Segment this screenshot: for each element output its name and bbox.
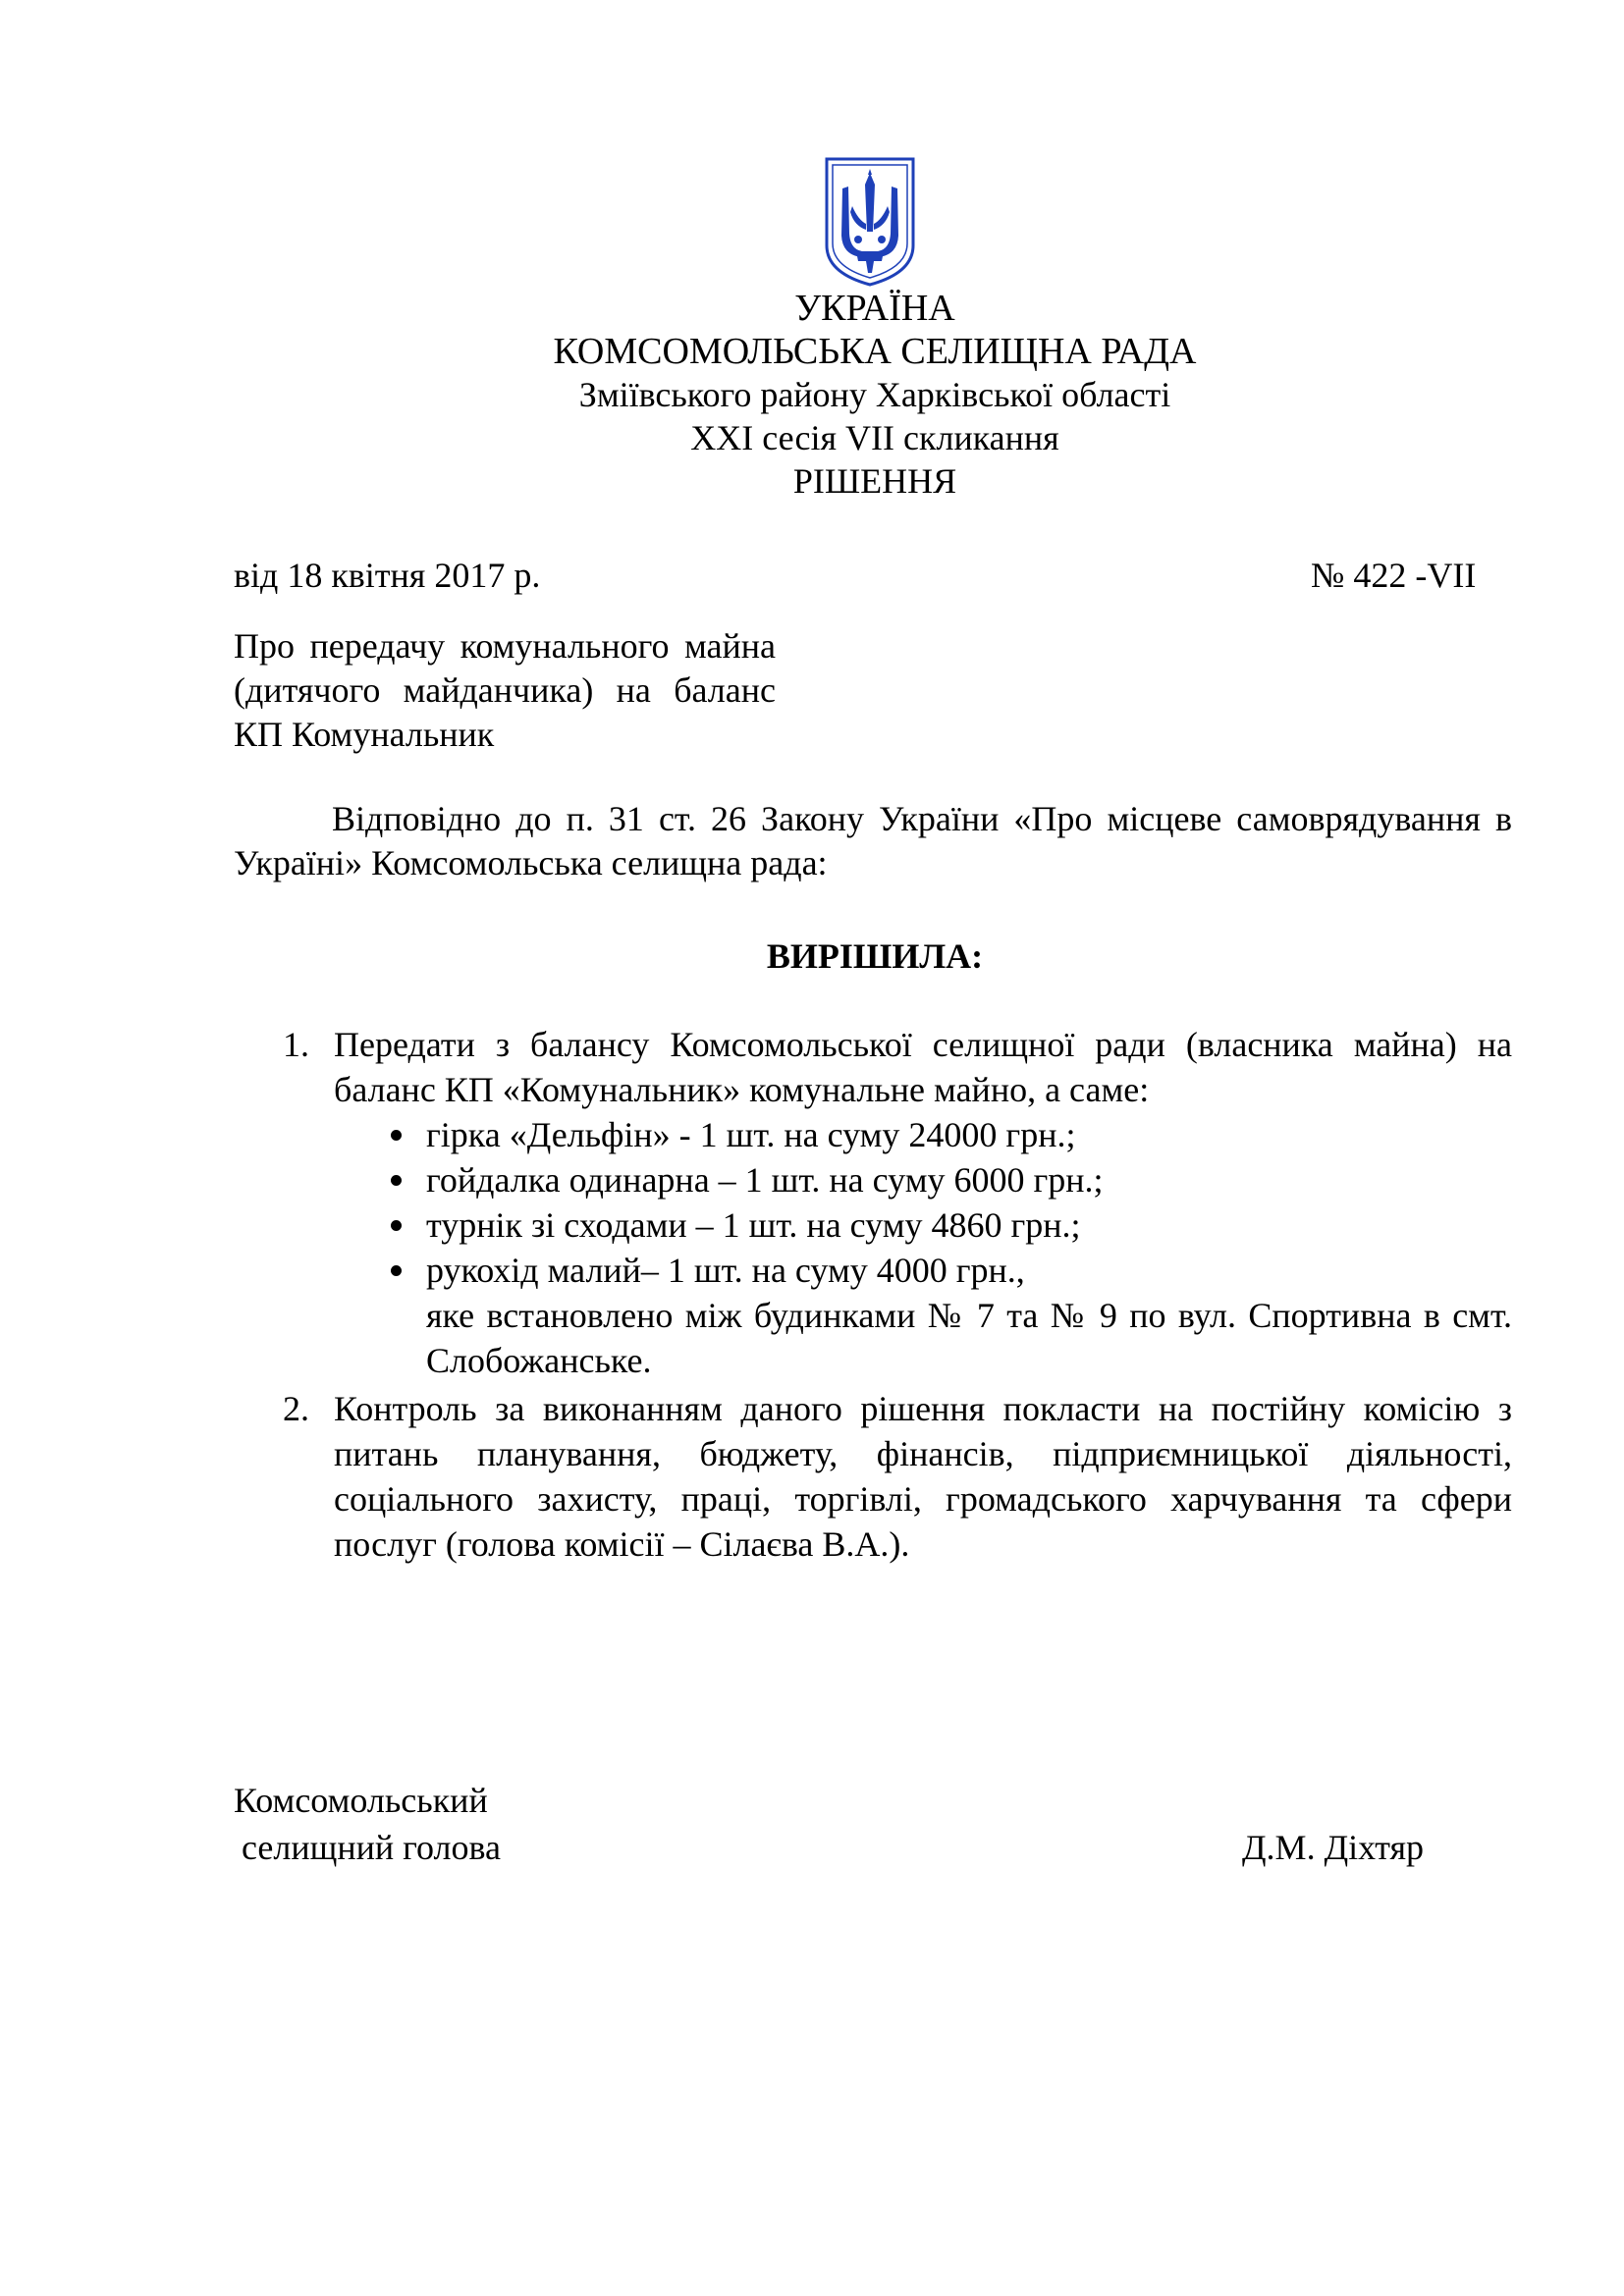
signature-title bbox=[234, 1777, 501, 1871]
decision-subject: Про передачу комунального майна (дитячого майданчика) на баланс КП Комунальник bbox=[234, 626, 776, 754]
signature-title-line1: Комсомольський bbox=[234, 1781, 488, 1820]
list-item: рукохід малий– 1 шт. на суму 4000 грн., bbox=[383, 1248, 1512, 1293]
bullet-icon bbox=[391, 1220, 402, 1231]
decision-number: № 422 -VII bbox=[1311, 556, 1477, 595]
council-title: КОМСОМОЛЬСЬКА СЕЛИЩНА РАДА bbox=[553, 331, 1197, 372]
signature-title-line2: селищний голова bbox=[242, 1828, 502, 1867]
list-item: турнік зі сходами – 1 шт. на суму 4860 грн.; bbox=[383, 1202, 1512, 1248]
item-number: 1. bbox=[283, 1025, 309, 1064]
item-text: Контроль за виконанням даного рішення покласти на постійну комісію з питань планування, бюджету, фінансів, підприємницької діяльності, соціального захисту, праці, торгівлі, громадського харчування та сфери послуг (голова комісії – Сілаєва В.А.). bbox=[334, 1389, 1512, 1564]
decision-item-1 bbox=[234, 1022, 1512, 1383]
list-item: гірка «Дельфін» - 1 шт. на суму 24000 грн.; bbox=[383, 1112, 1512, 1157]
preamble-paragraph: Відповідно до п. 31 ст. 26 Закону України «Про місцеве самоврядування в Україні» Комсомольська селищна рада: bbox=[234, 799, 1512, 882]
item-text: Передати з балансу Комсомольської селищної ради (власника майна) на баланс КП «Комунальник» комунальне майно, а саме: bbox=[334, 1025, 1512, 1109]
coat-of-arms-trident-icon bbox=[823, 155, 917, 289]
bullet-icon bbox=[391, 1265, 402, 1276]
decision-date: від 18 квітня 2017 р. bbox=[234, 556, 541, 595]
document-type: РІШЕННЯ bbox=[792, 461, 957, 501]
item-number: 2. bbox=[283, 1389, 309, 1428]
signature-name: Д.М. Діхтяр bbox=[1242, 1828, 1425, 1867]
location-note: яке встановлено між будинками № 7 та № 9 по вул. Спортивна в смт. Слобожанське. bbox=[426, 1296, 1512, 1380]
document-header bbox=[0, 287, 1624, 503]
list-item: гойдалка одинарна – 1 шт. на суму 6000 грн.; bbox=[383, 1157, 1512, 1202]
bullet-icon bbox=[391, 1130, 402, 1141]
decided-heading: ВИРІШИЛА: bbox=[766, 936, 984, 976]
country-title: УКРАЇНА bbox=[794, 288, 955, 329]
asset-list bbox=[383, 1112, 1512, 1293]
session-line: XXI сесія VII скликання bbox=[690, 418, 1059, 457]
district-line: Зміївського району Харківської області bbox=[578, 375, 1171, 414]
decision-item-2 bbox=[234, 1386, 1512, 1567]
bullet-icon bbox=[391, 1175, 402, 1186]
